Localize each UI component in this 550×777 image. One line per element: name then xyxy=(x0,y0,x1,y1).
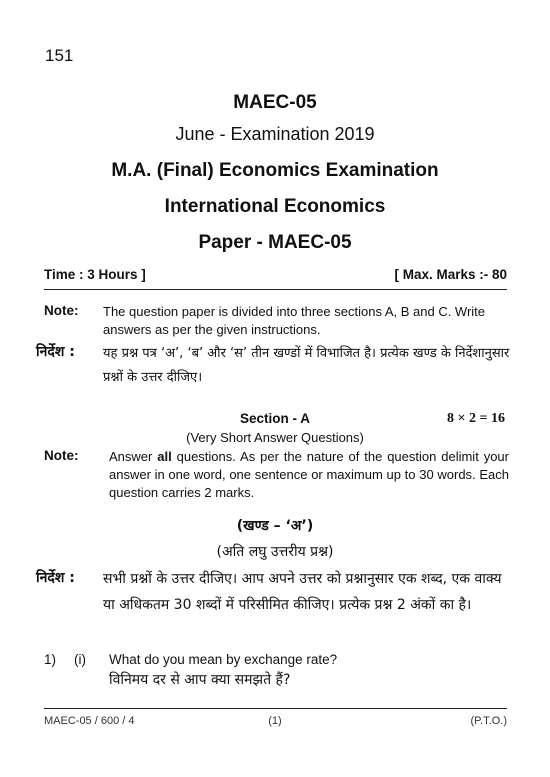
max-marks-label: [ Max. Marks :- 80 xyxy=(394,267,507,282)
hindi-section-title: (खण्ड – ‘अ’) xyxy=(236,518,314,534)
question-english: What do you mean by exchange rate? xyxy=(109,652,338,667)
section-a-subtitle: (Very Short Answer Questions) xyxy=(186,430,364,445)
footer-left: MAEC-05 / 600 / 4 xyxy=(44,715,135,727)
time-label: Time : 3 Hours ] xyxy=(44,267,146,282)
note-label: Note: xyxy=(44,303,79,318)
question-hindi: विनिमय दर से आप क्या समझते हैं? xyxy=(109,672,291,688)
question-sub-number: (i) xyxy=(74,652,86,667)
page-number: 151 xyxy=(45,46,74,65)
paper-title: Paper - MAEC-05 xyxy=(198,232,352,253)
section-a-note-label: Note: xyxy=(44,448,79,463)
question-number: 1) xyxy=(44,652,57,667)
course-code: MAEC-05 xyxy=(233,92,317,113)
hindi-section-note-text: सभी प्रश्नों के उत्तर दीजिए। आप अपने उत्तर को प्रश्नानुसार एक शब्द, एक वाक्य या अधिकतम 30 शब्दों में परिसीमित कीजिए। प्रत्येक प्रश्न 2 अंकों का है। xyxy=(103,571,502,613)
course-title: International Economics xyxy=(164,196,386,217)
hindi-note-label: निर्देश : xyxy=(36,344,75,360)
header-divider xyxy=(44,289,507,290)
hindi-section-note-label: निर्देश : xyxy=(36,570,75,586)
section-a-note-text: Answer all questions. As per the nature of the question delimit your answer in one word, one sentence or maximum up to 30 words. Each question carries 2 marks. xyxy=(109,449,509,500)
section-a-marks: 8 × 2 = 16 xyxy=(447,411,505,426)
footer-page: (1) xyxy=(268,715,282,727)
footer-pto: (P.T.O.) xyxy=(470,715,507,727)
note-text: The question paper is divided into three sections A, B and C. Write answers as per the given instructions. xyxy=(103,304,486,337)
hindi-section-subtitle: (अति लघु उत्तरीय प्रश्न) xyxy=(216,544,334,560)
section-a-title: Section - A xyxy=(239,411,310,426)
exam-title: M.A. (Final) Economics Examination xyxy=(111,160,439,181)
hindi-note-text: यह प्रश्न पत्र ‘अ’, ‘ब’ और ‘स’ तीन खण्डों में विभाजित है। प्रत्येक खण्ड के निर्देशानुसार प्रश्नों के उत्तर दीजिए। xyxy=(103,346,510,385)
footer-divider xyxy=(44,708,507,709)
exam-session: June - Examination 2019 xyxy=(175,124,375,144)
